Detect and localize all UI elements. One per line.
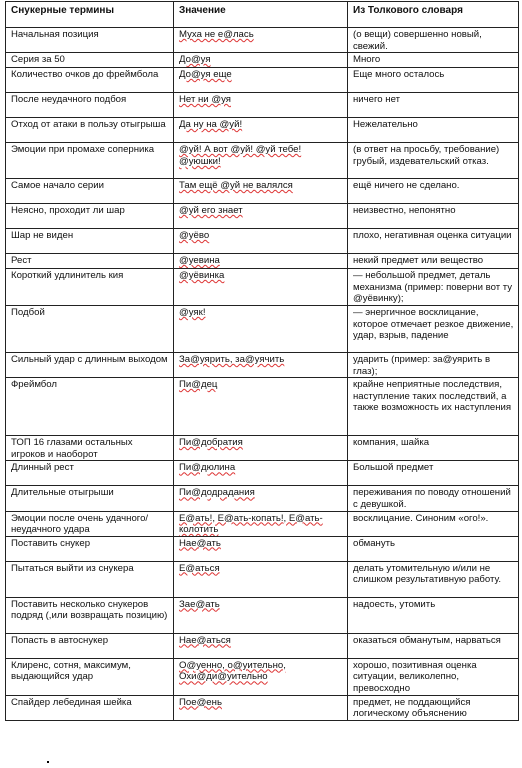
term-cell-text: ТОП 16 глазами остальных игроков и наоборот — [11, 437, 133, 460]
term-cell — [6, 305, 174, 352]
dictionary-cell — [348, 68, 519, 93]
meaning-cell-text: Нае@ать — [179, 537, 221, 549]
term-cell — [6, 695, 174, 720]
term-cell — [6, 204, 174, 229]
dictionary-cell-text: — небольшой предмет, деталь механизма (пример: поверни вот ту @уёвинку); — [353, 270, 513, 305]
meaning-cell — [174, 28, 348, 53]
dictionary-cell-text: Большой предмет — [353, 462, 434, 474]
term-cell-text: Попасть в автоснукер — [11, 634, 109, 646]
dictionary-cell-text: ничего нет — [353, 94, 400, 106]
term-cell-text: Отход от атаки в пользу отыгрыша — [11, 119, 166, 131]
dictionary-cell — [348, 695, 519, 720]
meaning-cell — [174, 143, 348, 179]
dictionary-cell — [348, 269, 519, 306]
table-row — [6, 229, 519, 254]
dictionary-cell-text: восклицание. Синоним «ого!». — [353, 512, 489, 524]
dictionary-cell-text: переживания по поводу отношений с девушкой. — [353, 487, 511, 510]
term-cell — [6, 269, 174, 306]
term-cell — [6, 143, 174, 179]
meaning-cell-text: О@уенно, о@уительно, Охи@ди@уительно — [179, 659, 286, 683]
meaning-cell-text: До@уя — [179, 54, 211, 66]
term-cell — [6, 511, 174, 536]
table-row — [6, 511, 519, 536]
table-row — [6, 179, 519, 204]
term-cell — [6, 561, 174, 597]
term-cell-text: Серия за 50 — [11, 54, 65, 66]
meaning-cell — [174, 378, 348, 436]
term-cell — [6, 53, 174, 68]
term-cell — [6, 378, 174, 436]
term-cell-text: Поставить снукер — [11, 537, 91, 549]
meaning-cell-text: @уй! А вот @уй! @уй тебе! @уюшки! — [179, 144, 302, 167]
term-cell-text: Количество очков до фреймбола — [11, 69, 159, 81]
dictionary-cell — [348, 143, 519, 179]
term-cell-text: Короткий удлинитель кия — [11, 270, 124, 282]
terms-table — [5, 1, 519, 721]
table-row — [6, 352, 519, 377]
meaning-cell — [174, 633, 348, 658]
meaning-cell — [174, 461, 348, 486]
meaning-cell — [174, 352, 348, 377]
meaning-cell-text: Пи@дюлина — [179, 462, 236, 474]
dictionary-cell-text: компания, шайка — [353, 437, 430, 449]
dictionary-cell — [348, 658, 519, 695]
table-row — [6, 597, 519, 633]
meaning-cell — [174, 93, 348, 118]
table-row — [6, 28, 519, 53]
dictionary-cell-text: ударить (пример: за@уярить в глаз); — [353, 353, 491, 377]
dictionary-cell-text: Еще много осталось — [353, 69, 445, 81]
dictionary-cell-text: обмануть — [353, 537, 396, 549]
dictionary-cell — [348, 633, 519, 658]
table-row — [6, 658, 519, 695]
dictionary-cell — [348, 511, 519, 536]
meaning-cell — [174, 486, 348, 511]
meaning-cell-text: @уёво — [179, 230, 210, 242]
dictionary-cell-text: надоесть, утомить — [353, 598, 436, 610]
meaning-cell-text: Пи@додрадания — [179, 487, 255, 499]
meaning-cell-text: Да ну на @уй! — [179, 119, 243, 131]
meaning-cell — [174, 179, 348, 204]
dictionary-cell-text: оказаться обманутым, нарваться — [353, 634, 501, 646]
dictionary-cell — [348, 93, 519, 118]
term-cell-text: Клиренс, сотня, максимум, выдающийся удар — [11, 659, 131, 683]
term-cell-text: Длинный рест — [11, 462, 74, 474]
header-term: Снукерные термины — [6, 2, 174, 28]
term-cell-text: Начальная позиция — [11, 29, 99, 40]
term-cell-text: Рест — [11, 255, 32, 267]
meaning-cell — [174, 118, 348, 143]
table-row — [6, 143, 519, 179]
dictionary-cell-text: предмет, не поддающийся логическому объяснению — [353, 696, 471, 720]
meaning-cell-text: Пи@добратия — [179, 437, 243, 449]
dictionary-cell — [348, 561, 519, 597]
meaning-cell-text: Зае@ать — [179, 598, 220, 610]
table-row — [6, 436, 519, 461]
term-cell — [6, 536, 174, 561]
dictionary-cell-text: ещё ничего не сделано. — [353, 180, 460, 192]
term-cell — [6, 486, 174, 511]
dictionary-cell — [348, 436, 519, 461]
dictionary-cell — [348, 28, 519, 53]
header-row — [6, 2, 519, 28]
table-row — [6, 378, 519, 436]
term-cell-text: Пытаться выйти из снукера — [11, 562, 134, 574]
dictionary-cell-text: Много — [353, 54, 381, 66]
term-cell — [6, 597, 174, 633]
dictionary-cell — [348, 179, 519, 204]
term-cell-text: Сильный удар с длинным выходом — [11, 353, 168, 365]
header-dictionary: Из Толкового словаря — [348, 2, 519, 28]
term-cell-text: Эмоции при промахе соперника — [11, 144, 155, 156]
meaning-cell — [174, 658, 348, 695]
meaning-cell — [174, 536, 348, 561]
table-row — [6, 561, 519, 597]
meaning-cell-text: Там ещё @уй не валялся — [179, 180, 293, 192]
meaning-cell-text: Нет ни @уя — [179, 94, 231, 106]
table-row — [6, 695, 519, 720]
dictionary-cell-text: (о вещи) совершенно новый, свежий. — [353, 29, 482, 52]
meaning-cell-text: Нае@аться — [179, 634, 231, 646]
dictionary-cell — [348, 536, 519, 561]
page-dot — [47, 761, 49, 763]
meaning-cell — [174, 436, 348, 461]
meaning-cell — [174, 68, 348, 93]
meaning-cell — [174, 305, 348, 352]
meaning-cell-text: @уяк! — [179, 306, 206, 318]
term-cell — [6, 436, 174, 461]
term-cell — [6, 461, 174, 486]
meaning-cell-text: Пое@ень — [179, 696, 222, 708]
meaning-cell — [174, 229, 348, 254]
dictionary-cell-text: — энергичное восклицание, которое отмечает резкое движение, удар, взрыв, падение — [353, 306, 514, 342]
table-row — [6, 118, 519, 143]
dictionary-cell — [348, 305, 519, 352]
dictionary-cell-text: хорошо, позитивная оценка ситуации, великолепно, превосходно — [353, 659, 477, 694]
dictionary-cell — [348, 204, 519, 229]
dictionary-cell — [348, 352, 519, 377]
dictionary-cell-text: некий предмет или вещество — [353, 255, 484, 267]
meaning-cell — [174, 254, 348, 269]
term-cell — [6, 658, 174, 695]
dictionary-cell — [348, 118, 519, 143]
meaning-cell-text: За@уярить, за@уячить — [179, 353, 285, 365]
table-row — [6, 68, 519, 93]
dictionary-cell — [348, 378, 519, 436]
term-cell — [6, 28, 174, 53]
table-row — [6, 53, 519, 68]
table-row — [6, 461, 519, 486]
meaning-cell — [174, 695, 348, 720]
meaning-cell-text: До@уя еще — [179, 69, 232, 81]
table-row — [6, 633, 519, 658]
term-cell-text: Самое начало серии — [11, 180, 104, 192]
dictionary-cell — [348, 461, 519, 486]
table-row — [6, 536, 519, 561]
term-cell — [6, 68, 174, 93]
meaning-cell — [174, 561, 348, 597]
term-cell — [6, 352, 174, 377]
table-row — [6, 269, 519, 306]
term-cell-text: Подбой — [11, 306, 45, 318]
term-cell — [6, 254, 174, 269]
terms-table-page — [5, 1, 518, 721]
header-meaning: Значение — [174, 2, 348, 28]
term-cell-text: Фреймбол — [11, 379, 58, 391]
meaning-cell-text: Муха не е@лась — [179, 29, 254, 40]
meaning-cell — [174, 597, 348, 633]
meaning-cell — [174, 511, 348, 536]
term-cell — [6, 633, 174, 658]
dictionary-cell — [348, 597, 519, 633]
dictionary-cell — [348, 486, 519, 511]
dictionary-cell — [348, 229, 519, 254]
dictionary-cell-text: неизвестно, непонятно — [353, 205, 456, 217]
meaning-cell — [174, 53, 348, 68]
table-row — [6, 93, 519, 118]
dictionary-cell — [348, 254, 519, 269]
meaning-cell — [174, 269, 348, 306]
table-row — [6, 305, 519, 352]
dictionary-cell-text: крайне неприятные последствия, наступление таких последствий, а также возможность их наступления — [353, 379, 512, 414]
meaning-cell-text: @уевина — [179, 255, 220, 267]
table-row — [6, 204, 519, 229]
table-row — [6, 486, 519, 511]
term-cell — [6, 229, 174, 254]
dictionary-cell-text: делать утомительную и/или не слишком результативную работу. — [353, 562, 502, 586]
dictionary-cell-text: плохо, негативная оценка ситуации — [353, 230, 512, 242]
term-cell-text: Длительные отыгрыши — [11, 487, 114, 499]
meaning-cell-text: Е@аться — [179, 562, 220, 574]
term-cell-text: После неудачного подбоя — [11, 94, 127, 106]
dictionary-cell-text: Нежелательно — [353, 119, 418, 131]
term-cell-text: Спайдер лебединая шейка — [11, 696, 132, 708]
term-cell-text: Неясно, проходит ли шар — [11, 205, 125, 217]
term-cell-text: Шар не виден — [11, 230, 74, 242]
term-cell-text: Эмоции после очень удачного/неудачного удара — [11, 512, 149, 536]
term-cell — [6, 118, 174, 143]
dictionary-cell — [348, 53, 519, 68]
table-row — [6, 254, 519, 269]
meaning-cell-text: Пи@дец — [179, 379, 218, 391]
term-cell — [6, 93, 174, 118]
meaning-cell — [174, 204, 348, 229]
meaning-cell-text: @уй его знает — [179, 205, 243, 217]
term-cell — [6, 179, 174, 204]
term-cell-text: Поставить несколько снукеров подряд (,или возвращать позицию) — [11, 598, 168, 622]
meaning-cell-text: Е@ать!, Е@ать-копать!, Е@ать-колотить — [179, 512, 323, 536]
meaning-cell-text: @уёвинка — [179, 270, 225, 282]
dictionary-cell-text: (в ответ на просьбу, требование) грубый, издевательский отказ. — [353, 144, 500, 167]
